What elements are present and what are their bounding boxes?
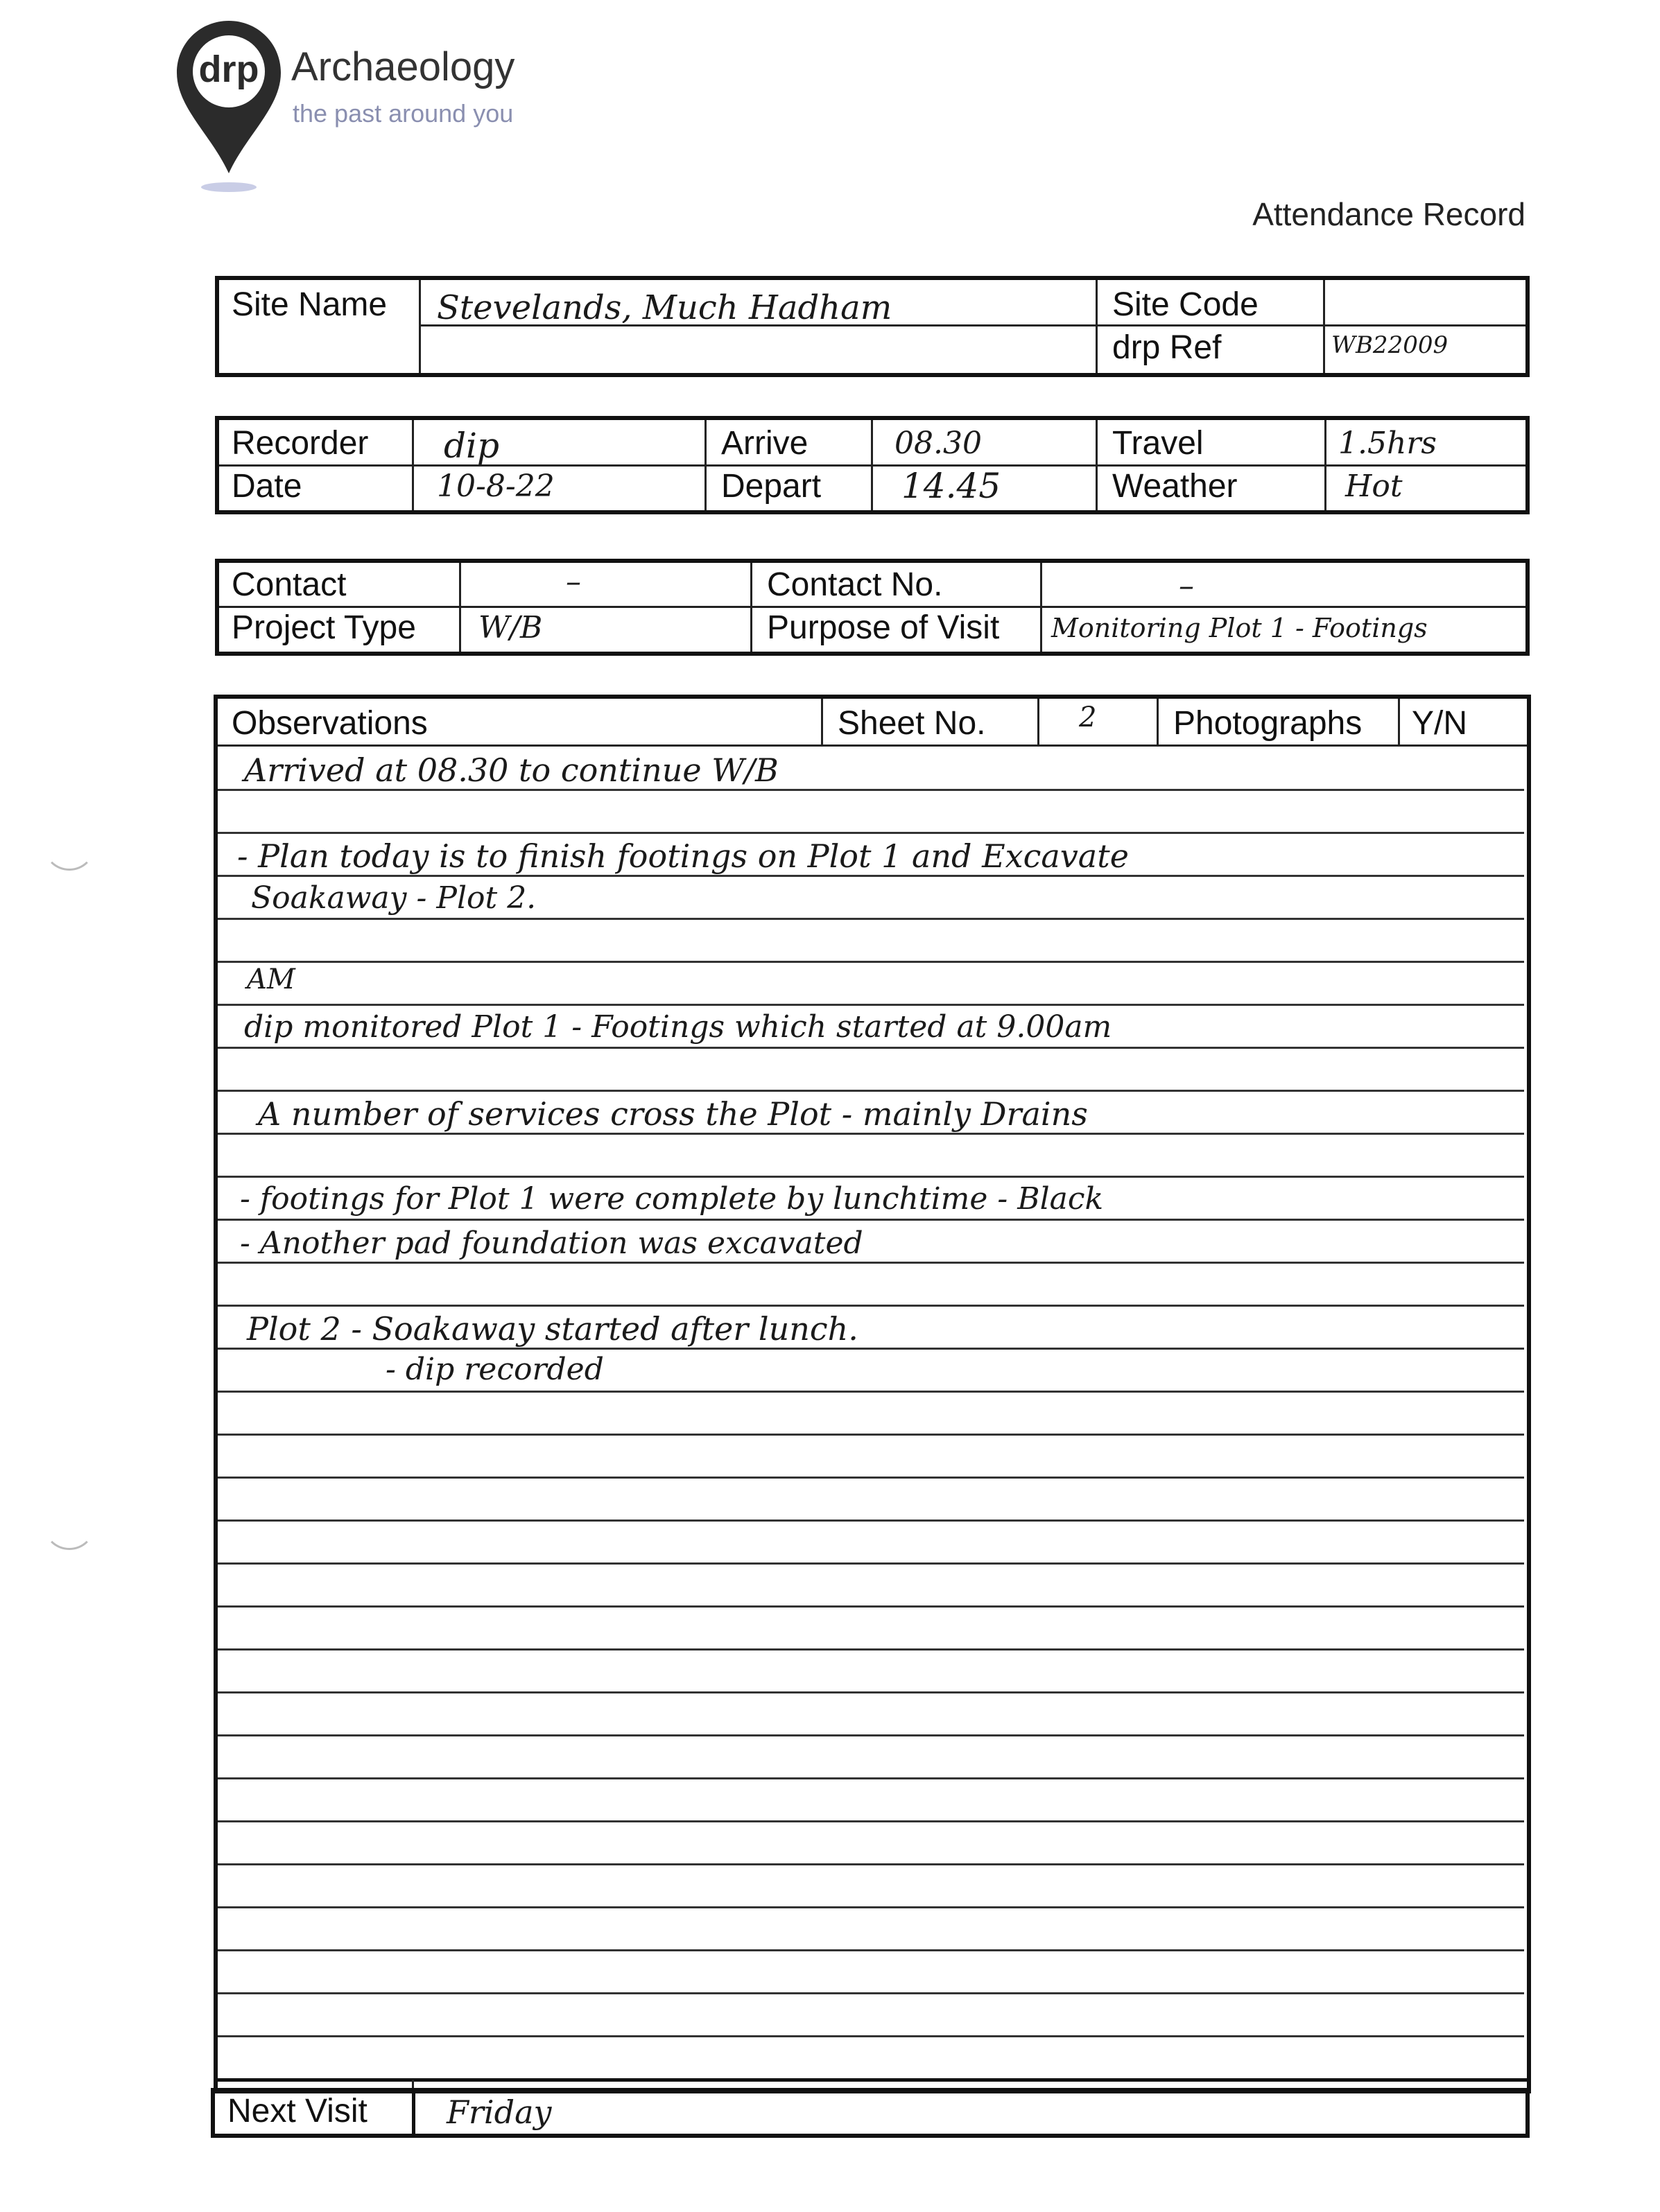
document-title: Attendance Record bbox=[1252, 196, 1525, 232]
recorder-value: dip bbox=[444, 426, 500, 466]
observation-line: - Another pad foundation was excavated bbox=[240, 1226, 863, 1261]
date-value: 10-8-22 bbox=[437, 469, 555, 504]
weather-label: Weather bbox=[1112, 468, 1238, 505]
observation-line: Soakaway - Plot 2. bbox=[251, 880, 537, 916]
observation-line: Arrived at 08.30 to continue W/B bbox=[244, 751, 779, 789]
logo-mark: drp bbox=[198, 49, 259, 90]
weather-value: Hot bbox=[1345, 469, 1403, 504]
contact-label: Contact bbox=[232, 566, 347, 603]
observation-line: - Plan today is to finish footings on Plot 1 and Excavate bbox=[237, 837, 1129, 875]
sheet-no-label: Sheet No. bbox=[838, 705, 986, 742]
punch-hole-mark bbox=[43, 818, 96, 871]
depart-label: Depart bbox=[721, 468, 822, 505]
logo-tagline: the past around you bbox=[293, 99, 514, 128]
travel-label: Travel bbox=[1112, 425, 1204, 462]
next-visit-value: Friday bbox=[447, 2093, 552, 2131]
purpose-value: Monitoring Plot 1 - Footings bbox=[1051, 613, 1428, 643]
depart-value: 14.45 bbox=[901, 466, 1001, 506]
next-visit-label: Next Visit bbox=[227, 2093, 368, 2130]
contact-value: – bbox=[566, 564, 581, 600]
site-name-label: Site Name bbox=[232, 286, 388, 323]
yn-label: Y/N bbox=[1412, 705, 1468, 742]
sheet-no-value: 2 bbox=[1079, 702, 1097, 733]
next-visit-section bbox=[211, 2088, 1530, 2138]
observation-line: - footings for Plot 1 were complete by lunchtime - Black bbox=[240, 1181, 1104, 1217]
drp-ref-value: WB22009 bbox=[1331, 331, 1449, 359]
photographs-label: Photographs bbox=[1173, 705, 1363, 742]
purpose-label: Purpose of Visit bbox=[767, 609, 1000, 646]
observation-line: A number of services cross the Plot - mainly Drains bbox=[258, 1095, 1088, 1133]
arrive-label: Arrive bbox=[721, 425, 809, 462]
map-pin-logo-icon bbox=[173, 17, 284, 198]
contact-no-value: – bbox=[1179, 568, 1194, 604]
project-type-value: W/B bbox=[478, 610, 543, 645]
observation-line: - dip recorded bbox=[386, 1352, 604, 1387]
date-label: Date bbox=[232, 468, 302, 505]
site-code-label: Site Code bbox=[1112, 286, 1259, 323]
contact-no-label: Contact No. bbox=[767, 566, 943, 603]
logo-company: Archaeology bbox=[291, 44, 515, 89]
site-name-value: Stevelands, Much Hadham bbox=[437, 288, 892, 327]
recorder-label: Recorder bbox=[232, 425, 369, 462]
logo bbox=[173, 17, 520, 198]
observation-line: Plot 2 - Soakaway started after lunch. bbox=[247, 1310, 858, 1348]
observations-label: Observations bbox=[232, 705, 428, 742]
travel-value: 1.5hrs bbox=[1338, 426, 1437, 461]
drp-ref-label: drp Ref bbox=[1112, 329, 1222, 366]
project-type-label: Project Type bbox=[232, 609, 416, 646]
arrive-value: 08.30 bbox=[894, 426, 982, 461]
punch-hole-mark bbox=[43, 1497, 96, 1550]
observation-line: dip monitored Plot 1 - Footings which started at 9.00am bbox=[244, 1009, 1112, 1045]
observation-line: AM bbox=[247, 964, 295, 995]
